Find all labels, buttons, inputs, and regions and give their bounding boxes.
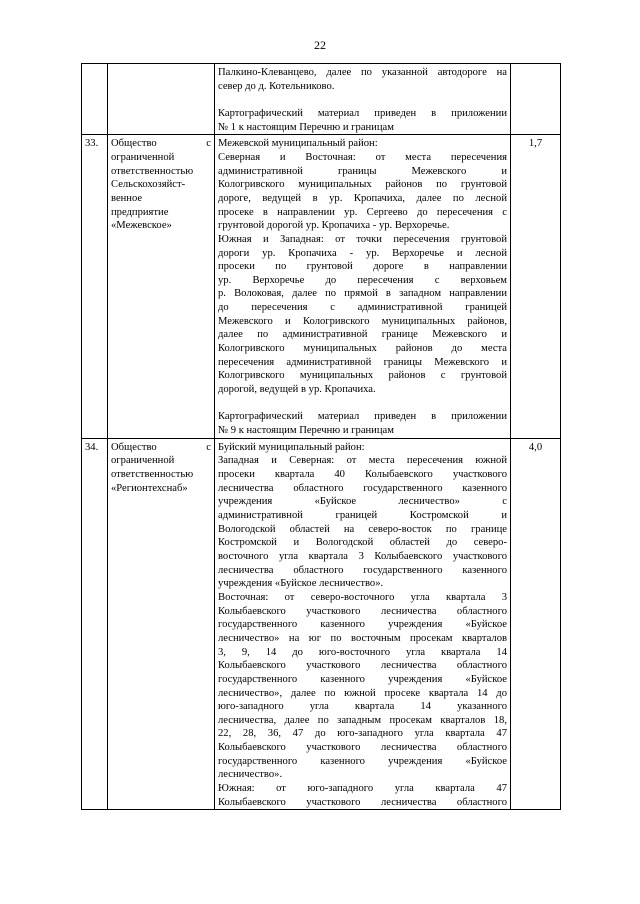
description-line: до пересечения с административной границей	[218, 302, 507, 314]
description-line: просеки квартала 40 Колыбаевского участкового	[218, 469, 507, 480]
table-row	[82, 64, 561, 135]
description-line: 3, 9, 14 до юго-восточного угла квартала 14	[218, 646, 507, 658]
area-value: 1,7	[511, 135, 561, 438]
description-line: Восточная: от северо-восточного угла квартала 3	[218, 591, 507, 603]
description-line: дороги ур. Кропачиха - ур. Верхоречье и лесной	[218, 247, 507, 259]
description-line: административной границы Межевского и	[218, 165, 507, 177]
row-number	[82, 64, 108, 135]
organization-line: Общество с	[111, 441, 211, 453]
description-line: север до д. Котельниково.	[218, 80, 335, 92]
row-number: 34.	[82, 438, 108, 810]
description-line: Вологодской областей на северо-восток по границе	[218, 523, 507, 535]
description-line: пересечения административной границы Межевского и	[218, 356, 507, 368]
description-line: Южная: от юго-западного угла квартала 47	[218, 783, 507, 795]
description-line: лесничества областного государственного казенного	[218, 482, 507, 494]
area-value	[511, 64, 561, 135]
description-line: учреждения «Буйское лесничество» с	[218, 496, 507, 508]
organization-cell	[108, 135, 215, 438]
description-line: административной границей Костромской и	[218, 509, 507, 521]
description-line: Межевской муниципальный район:	[218, 138, 378, 150]
description-line: Колыбаевского участкового лесничества областного	[218, 796, 507, 808]
description-line: Колыбаевского участкового лесничества областного	[218, 660, 507, 672]
description-line: государственного казенного учреждения «Буйское	[218, 619, 507, 631]
description-line: лесничества областного государственного казенного	[218, 564, 507, 576]
boundary-description-cell	[215, 438, 511, 810]
organization-cell	[108, 438, 215, 810]
description-line: Межевского и Кологривского муниципальных районов,	[218, 315, 507, 327]
description-line: просеке в направлении ур. Сергеево до пересечения с	[218, 206, 507, 218]
description-line: далее по административной границе Межевского и	[218, 329, 507, 341]
description-line: Северная и Восточная: от места пересечения	[218, 151, 507, 163]
organization-cell	[108, 64, 215, 135]
description-line: Колыбаевского участкового лесничества областного	[218, 605, 507, 617]
description-line: Картографический материал приведен в приложении	[218, 411, 507, 423]
description-line: Костромской и Вологодской областей до северо-	[218, 537, 507, 549]
organization-line: «Межевское»	[111, 220, 172, 232]
boundaries-table	[81, 63, 561, 810]
description-line: Картографический материал приведен в приложении	[218, 107, 507, 119]
description-line: лесничество», далее по южной просеке квартала 14 до	[218, 687, 507, 699]
description-line: государственного казенного учреждения «Буйское	[218, 755, 507, 767]
description-line: Кологривского муниципальных районов с грунтовой	[218, 370, 507, 382]
description-line: лесничество».	[218, 769, 283, 781]
description-line: Буйский муниципальный район:	[218, 441, 365, 453]
boundary-description-cell	[215, 64, 511, 135]
description-line: Западная и Северная: от места пересечения южной	[218, 455, 507, 467]
description-line: восточного угла квартала 3 Колыбаевского участкового	[218, 550, 507, 562]
organization-line: ограниченной	[111, 455, 175, 467]
description-line: ур. Верхоречье до пересечения с верховьем	[218, 274, 507, 286]
description-line: грунтовой дорогой ур. Кропачиха - ур. Верхоречье.	[218, 220, 450, 232]
organization-line: ответственностью	[111, 469, 194, 480]
paragraph-gap	[218, 397, 507, 411]
description-line: Кологривского муниципальных районов по грунтовой	[218, 179, 507, 191]
description-line: лесничества, далее по западным просекам кварталов 18,	[218, 714, 507, 726]
paragraph-gap	[218, 93, 507, 107]
description-line: лесничество» на юг по восточным просекам кварталов	[218, 632, 507, 644]
description-line: № 9 к настоящим Перечню и границам	[218, 425, 394, 437]
organization-line: «Регионтехснаб»	[111, 482, 188, 494]
table-row	[82, 135, 561, 438]
description-line: Южная и Западная: от точки пересечения грунтовой	[218, 233, 507, 245]
organization-line: Сельскохозяйст-	[111, 179, 186, 191]
description-line: Колыбаевского участкового лесничества областного	[218, 742, 507, 754]
boundary-description-cell	[215, 135, 511, 438]
area-value: 4,0	[511, 438, 561, 810]
description-line: дорогой, ведущей в ур. Кропачиха.	[218, 384, 376, 396]
description-line: 22, 28, 36, 47 до юго-западного угла квартала 47	[218, 728, 507, 740]
row-number: 33.	[82, 135, 108, 438]
description-line: учреждения «Буйское лесничество».	[218, 578, 384, 590]
table-row	[82, 438, 561, 810]
organization-line: предприятие	[111, 206, 169, 218]
description-line: р. Волоковая, далее по прямой в западном направлении	[218, 288, 507, 300]
description-line: государственного казенного учреждения «Буйское	[218, 673, 507, 685]
organization-line: ограниченной	[111, 151, 175, 163]
page-number: 22	[314, 38, 326, 52]
description-line: юго-западного угла квартала 14 указанного	[218, 701, 507, 713]
organization-line: ответственностью	[111, 165, 194, 177]
description-line: дороге, ведущей в ур. Кропачиха, далее по лесной	[218, 192, 507, 204]
description-line: Палкино-Клеванцево, далее по указанной автодороге на	[218, 67, 507, 78]
description-line: просеки по грунтовой дороге в направлении	[218, 261, 507, 273]
description-line: Кологривского муниципальных районов до места	[218, 343, 507, 355]
organization-line: Общество с	[111, 138, 211, 150]
organization-line: венное	[111, 192, 143, 204]
description-line: № 1 к настоящим Перечню и границам	[218, 121, 394, 133]
